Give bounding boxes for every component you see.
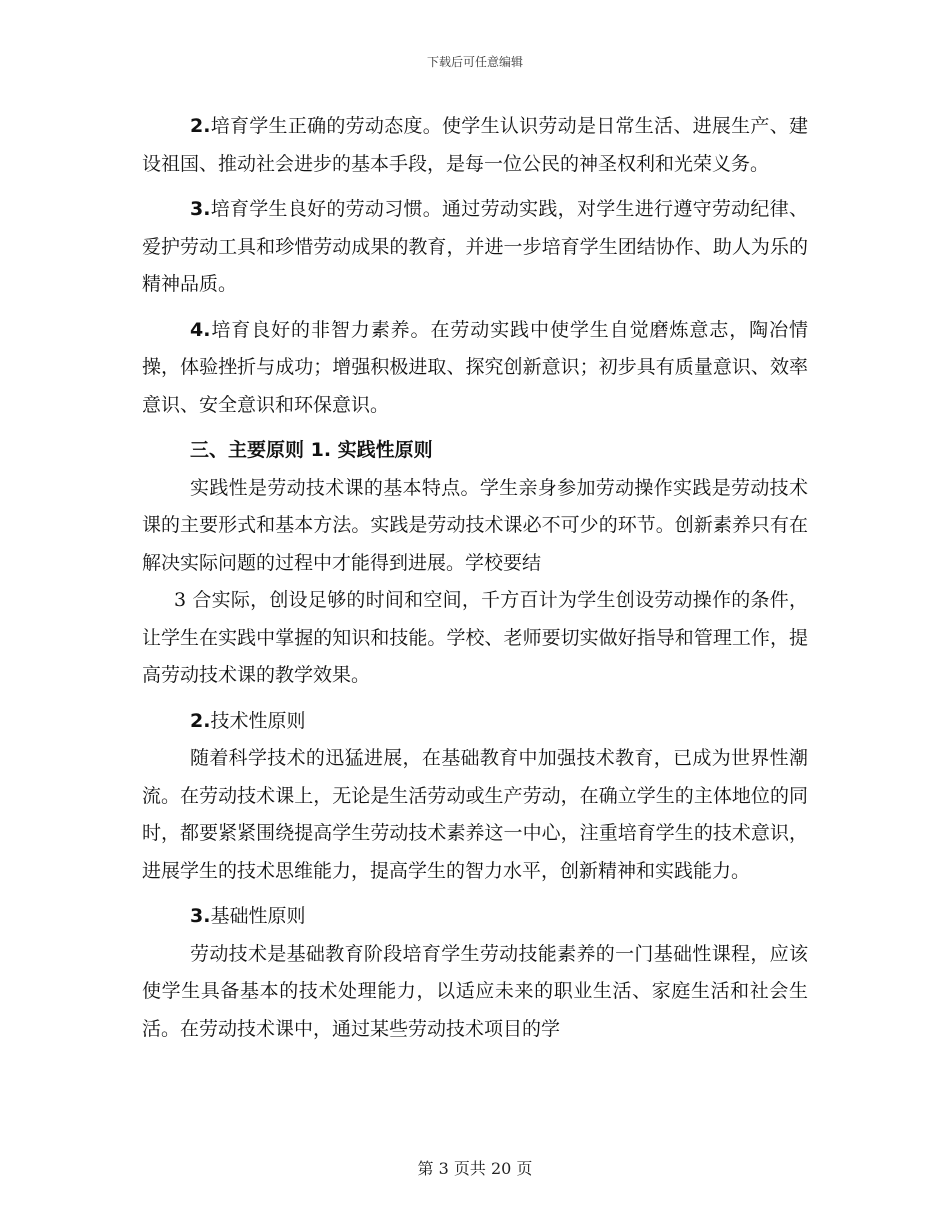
paragraph-practice: 实践性是劳动技术课的基本特点。学生亲身参加劳动操作实践是劳动技术课的主要形式和基本方法。实践是劳动技术课必不可少的环节。创新素养只有在解决实际问题的过程中才能得到进展。学校要结 [142,476,808,574]
paragraph-non-intellectual [142,312,808,425]
subheading-technical [142,703,808,741]
item-number: 4. [190,318,211,341]
document-body [142,108,808,1048]
item-number: 2. [190,709,211,732]
paragraph-text: 培育学生正确的劳动态度。使学生认识劳动是日常生活、进展生产、建设祖国、推动社会进步的基本手段，是每一位公民的神圣权利和光荣义务。 [142,115,808,175]
paragraph-practice-continued: 3 合实际，创设足够的时间和空间，千方百计为学生创设劳动操作的条件，让学生在实践中掌握的知识和技能。学校、老师要切实做好指导和管理工作，提高劳动技术课的教学效果。 [142,589,808,686]
paragraph-text: 培育学生良好的劳动习惯。通过劳动实践，对学生进行遵守劳动纪律、爱护劳动工具和珍惜劳动成果的教育，并进一步培育学生团结协作、助人为乐的精神品质。 [142,198,808,295]
item-number: 3. [190,198,211,220]
subheading-text: 技术性原则 [210,709,306,732]
paragraph-foundational: 劳动技术是基础教育阶段培育学生劳动技能素养的一门基础性课程，应该使学生具备基本的技术处理能力，以适应未来的职业生活、家庭生活和社会生活。在劳动技术课中，通过某些劳动技术项目的学 [142,942,808,1040]
subheading-text: 基础性原则 [210,905,306,927]
page-number: 第 3 页共 20 页 [417,1159,533,1178]
paragraph-text: 培育良好的非智力素养。在劳动实践中使学生自觉磨炼意志，陶冶情操，体验挫折与成功；增强积极进取、探究创新意识；初步具有质量意识、效率意识、安全意识和环保意识。 [142,318,808,416]
item-number: 2. [190,115,211,137]
item-number: 3. [190,905,211,927]
subheading-foundational [142,898,808,936]
paragraph-technical: 随着科学技术的迅猛进展，在基础教育中加强技术教育，已成为世界性潮流。在劳动技术课上，无论是生活劳动或生产劳动，在确立学生的主体地位的同时，都要紧紧围绕提高学生劳动技术素养这一中心，注重培育学生的技术意识，进展学生的技术思维能力，提高学生的智力水平，创新精神和实践能力。 [142,747,808,882]
paragraph-habits [142,191,808,304]
page-header-note: 下载后可任意编辑 [426,55,523,69]
section-heading: 三、主要原则 1. 实践性原则 [190,439,433,461]
paragraph-attitude [142,108,808,183]
